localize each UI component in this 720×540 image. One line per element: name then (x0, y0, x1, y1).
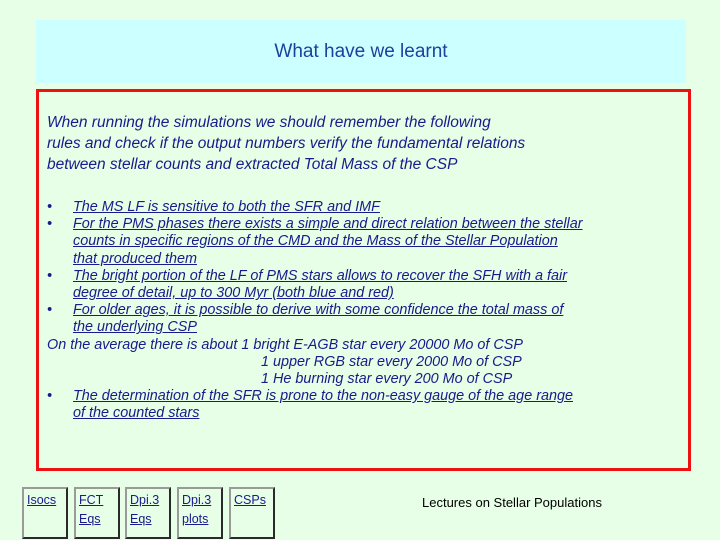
content-box (36, 89, 691, 471)
nav-button-label: FCT (79, 493, 104, 507)
bullet-item (47, 216, 677, 268)
bullet-text: the underlying CSP (73, 319, 197, 336)
nav-button-csps[interactable] (229, 487, 275, 539)
average-line: On the average there is about 1 bright E-AGB star every 20000 Mo of CSP (47, 336, 523, 353)
bullet-text: The MS LF is sensitive to both the SFR and IMF (73, 199, 380, 215)
bullet-list (47, 199, 677, 423)
bullet-text: degree of detail, up to 300 Myr (both blue and red) (73, 285, 394, 302)
footer-text: Lectures on Stellar Populations (422, 495, 602, 510)
slide-title: What have we learnt (274, 40, 448, 62)
nav-button-isocs[interactable] (22, 487, 68, 539)
bullet-text: The determination of the SFR is prone to the non-easy gauge of the age range (73, 388, 573, 405)
bullet-marker: • (47, 199, 53, 215)
bullet-text: For older ages, it is possible to derive with some confidence the total mass of (73, 302, 564, 319)
intro-line: between stellar counts and extracted Total Mass of the CSP (47, 156, 458, 173)
intro-text (47, 112, 677, 175)
bullet-text: The bright portion of the LF of PMS stars allows to recover the SFH with a fair (73, 267, 568, 284)
intro-line: When running the simulations we should remember the following (47, 114, 491, 131)
bullet-text: that produced them (73, 250, 197, 267)
bullet-marker: • (47, 267, 53, 284)
nav-button-dpi3-eqs[interactable] (125, 487, 171, 539)
bullet-marker: • (47, 302, 53, 319)
nav-button-fct-eqs[interactable] (74, 487, 120, 539)
nav-button-label: Isocs (27, 493, 57, 507)
bullet-item (47, 199, 677, 216)
intro-line: rules and check if the output numbers verify the fundamental relations (47, 135, 526, 152)
nav-button-label: Dpi.3 (182, 493, 212, 507)
nav-button-dpi3-plots[interactable] (177, 487, 223, 539)
slide-title-box (36, 20, 686, 83)
bullet-text: of the counted stars (73, 405, 200, 422)
nav-button-label: CSPs (234, 493, 266, 507)
nav-button-label: Eqs (79, 512, 101, 526)
nav-button-label: Eqs (130, 512, 152, 526)
bullet-marker: • (47, 388, 53, 405)
bullet-item (47, 268, 677, 302)
bullet-item (47, 302, 677, 336)
average-line: 1 upper RGB star every 2000 Mo of CSP (261, 353, 522, 370)
nav-button-label: Dpi.3 (130, 493, 160, 507)
nav-button-label: plots (182, 512, 209, 526)
bullet-marker: • (47, 216, 53, 233)
average-line: 1 He burning star every 200 Mo of CSP (261, 371, 513, 388)
bullet-text: For the PMS phases there exists a simple and direct relation between the stellar (73, 216, 583, 233)
bullet-item (47, 388, 677, 422)
bullet-text: counts in specific regions of the CMD and the Mass of the Stellar Population (73, 233, 558, 250)
